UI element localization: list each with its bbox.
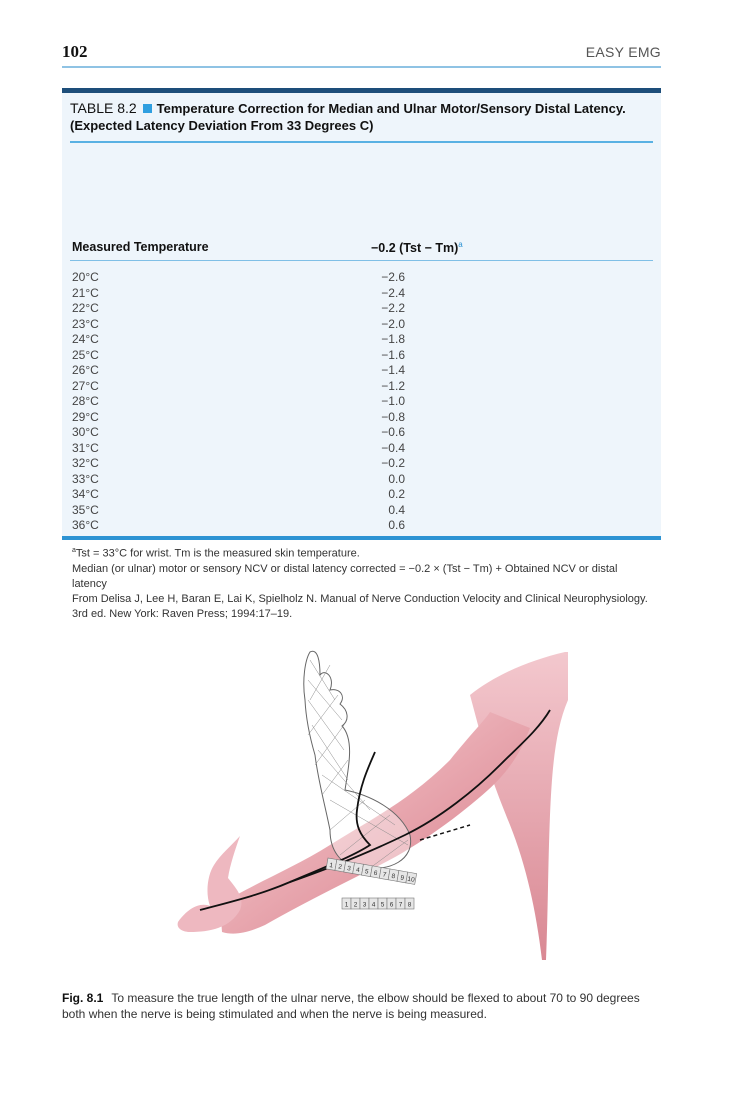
cell-correction: −2.0	[381, 316, 405, 331]
column-header-correction-text: −0.2 (Tst − Tm)	[371, 241, 459, 256]
column-header-temperature: Measured Temperature	[72, 240, 209, 254]
table-row	[62, 441, 661, 457]
table-row	[62, 518, 661, 534]
cell-temperature: 34°C	[72, 487, 99, 501]
cell-correction: −1.8	[381, 332, 405, 346]
tape-number: 7	[398, 901, 403, 909]
tape-number: 7	[382, 871, 387, 879]
arm-illustration	[170, 640, 580, 970]
column-header-correction	[371, 240, 463, 255]
cell-correction: −2.6	[381, 270, 405, 284]
table-row	[62, 317, 661, 333]
cell-correction: −1.0	[381, 394, 405, 408]
cell-temperature: 24°C	[72, 332, 99, 346]
table-row	[62, 286, 661, 302]
measuring-tape-bottom	[342, 898, 414, 909]
cell-correction: −0.4	[381, 440, 405, 455]
table-row	[62, 394, 661, 410]
cell-temperature: 29°C	[72, 409, 99, 424]
tape-number: 4	[355, 866, 361, 875]
cell-correction: −1.4	[381, 363, 405, 377]
table-title: Temperature Correction for Median and Ulnar Motor/Sensory Distal Latency. (Expected Latency Deviation From 33 Degrees C)	[70, 101, 626, 133]
page-number: 102	[62, 42, 88, 61]
tape-number: 1	[328, 861, 334, 870]
cell-temperature: 22°C	[72, 301, 99, 315]
footnote-text: Tst = 33°C for wrist. Tm is the measured skin temperature.	[75, 547, 360, 560]
wireframe-hand	[304, 651, 411, 868]
cell-temperature: 21°C	[72, 285, 99, 300]
tape-number: 5	[380, 901, 385, 909]
cell-correction: −1.6	[381, 347, 405, 362]
tape-number: 8	[390, 872, 396, 881]
tape-number: 2	[353, 901, 358, 909]
cell-correction: 0.2	[388, 487, 405, 501]
cell-temperature: 20°C	[72, 270, 99, 284]
cell-temperature: 26°C	[72, 363, 99, 377]
table-notes	[72, 543, 652, 622]
footnote-marker: a	[458, 240, 463, 249]
table-box	[62, 88, 661, 620]
cell-temperature: 36°C	[72, 518, 99, 532]
cell-temperature: 31°C	[72, 440, 99, 455]
cell-correction: 0.6	[388, 518, 405, 532]
hand	[178, 836, 242, 932]
cell-temperature: 25°C	[72, 347, 99, 362]
tape-number: 3	[346, 865, 352, 873]
cell-correction: −0.8	[381, 409, 405, 424]
tape-number: 4	[371, 901, 376, 909]
tape-number: 5	[364, 868, 370, 876]
tape-number: 10	[406, 875, 416, 884]
footnote-marker-note: a	[72, 547, 76, 554]
table-row	[62, 332, 661, 348]
cell-correction: 0.0	[388, 471, 405, 486]
tape-number: 6	[373, 869, 378, 878]
table-body	[62, 270, 661, 534]
square-bullet-icon	[143, 104, 152, 113]
tape-number: 9	[399, 874, 405, 882]
cell-correction: 0.4	[388, 502, 405, 517]
header-rule	[62, 66, 661, 68]
figure-caption	[62, 990, 662, 1022]
table-row	[62, 456, 661, 472]
table-row	[62, 379, 661, 395]
tape-number: 6	[389, 901, 394, 909]
table-bottom-bar	[62, 536, 661, 540]
table-row	[62, 301, 661, 317]
cell-temperature: 35°C	[72, 502, 99, 517]
footnote	[72, 543, 652, 562]
cell-temperature: 23°C	[72, 316, 99, 331]
cell-temperature: 32°C	[72, 456, 99, 470]
table-top-bar	[62, 88, 661, 93]
figure-caption-text: To measure the true length of the ulnar nerve, the elbow should be flexed to about 70 to 90 degrees both when the nerve is being stimulated and when the nerve is being measured.	[62, 991, 640, 1021]
cell-correction: −1.2	[381, 378, 405, 393]
header-underline	[70, 260, 653, 261]
tape-number: 3	[362, 901, 367, 909]
table-row	[62, 472, 661, 488]
tape-number: 1	[344, 901, 349, 909]
table-row	[62, 487, 661, 503]
cell-temperature: 27°C	[72, 378, 99, 393]
cell-temperature: 28°C	[72, 394, 99, 408]
table-label: TABLE 8.2	[70, 100, 137, 116]
cell-correction: −2.4	[381, 285, 405, 300]
cell-temperature: 33°C	[72, 471, 99, 486]
cell-correction: −0.6	[381, 425, 405, 439]
table-row	[62, 425, 661, 441]
cell-correction: −2.2	[381, 301, 405, 315]
formula-note: Median (or ulnar) motor or sensory NCV or distal latency corrected = −0.2 × (Tst − Tm) + Obtained NCV or distal latency	[72, 562, 618, 590]
running-head: EASY EMG	[585, 44, 661, 60]
table-caption	[70, 100, 655, 134]
table-row	[62, 270, 661, 286]
table-row	[62, 410, 661, 426]
tape-number: 8	[407, 901, 412, 909]
table-row	[62, 363, 661, 379]
figure-label: Fig. 8.1	[62, 991, 104, 1005]
table-row	[62, 348, 661, 364]
tape-number: 2	[337, 863, 343, 871]
caption-rule	[70, 141, 653, 143]
cell-correction: −0.2	[381, 456, 405, 470]
upper-arm	[470, 652, 568, 960]
table-row	[62, 503, 661, 519]
source-note: From Delisa J, Lee H, Baran E, Lai K, Spielholz N. Manual of Nerve Conduction Velocity and Clinical Neurophysiology. 3rd ed. New York: Raven Press; 1994:17–19.	[72, 592, 648, 620]
cell-temperature: 30°C	[72, 425, 99, 439]
